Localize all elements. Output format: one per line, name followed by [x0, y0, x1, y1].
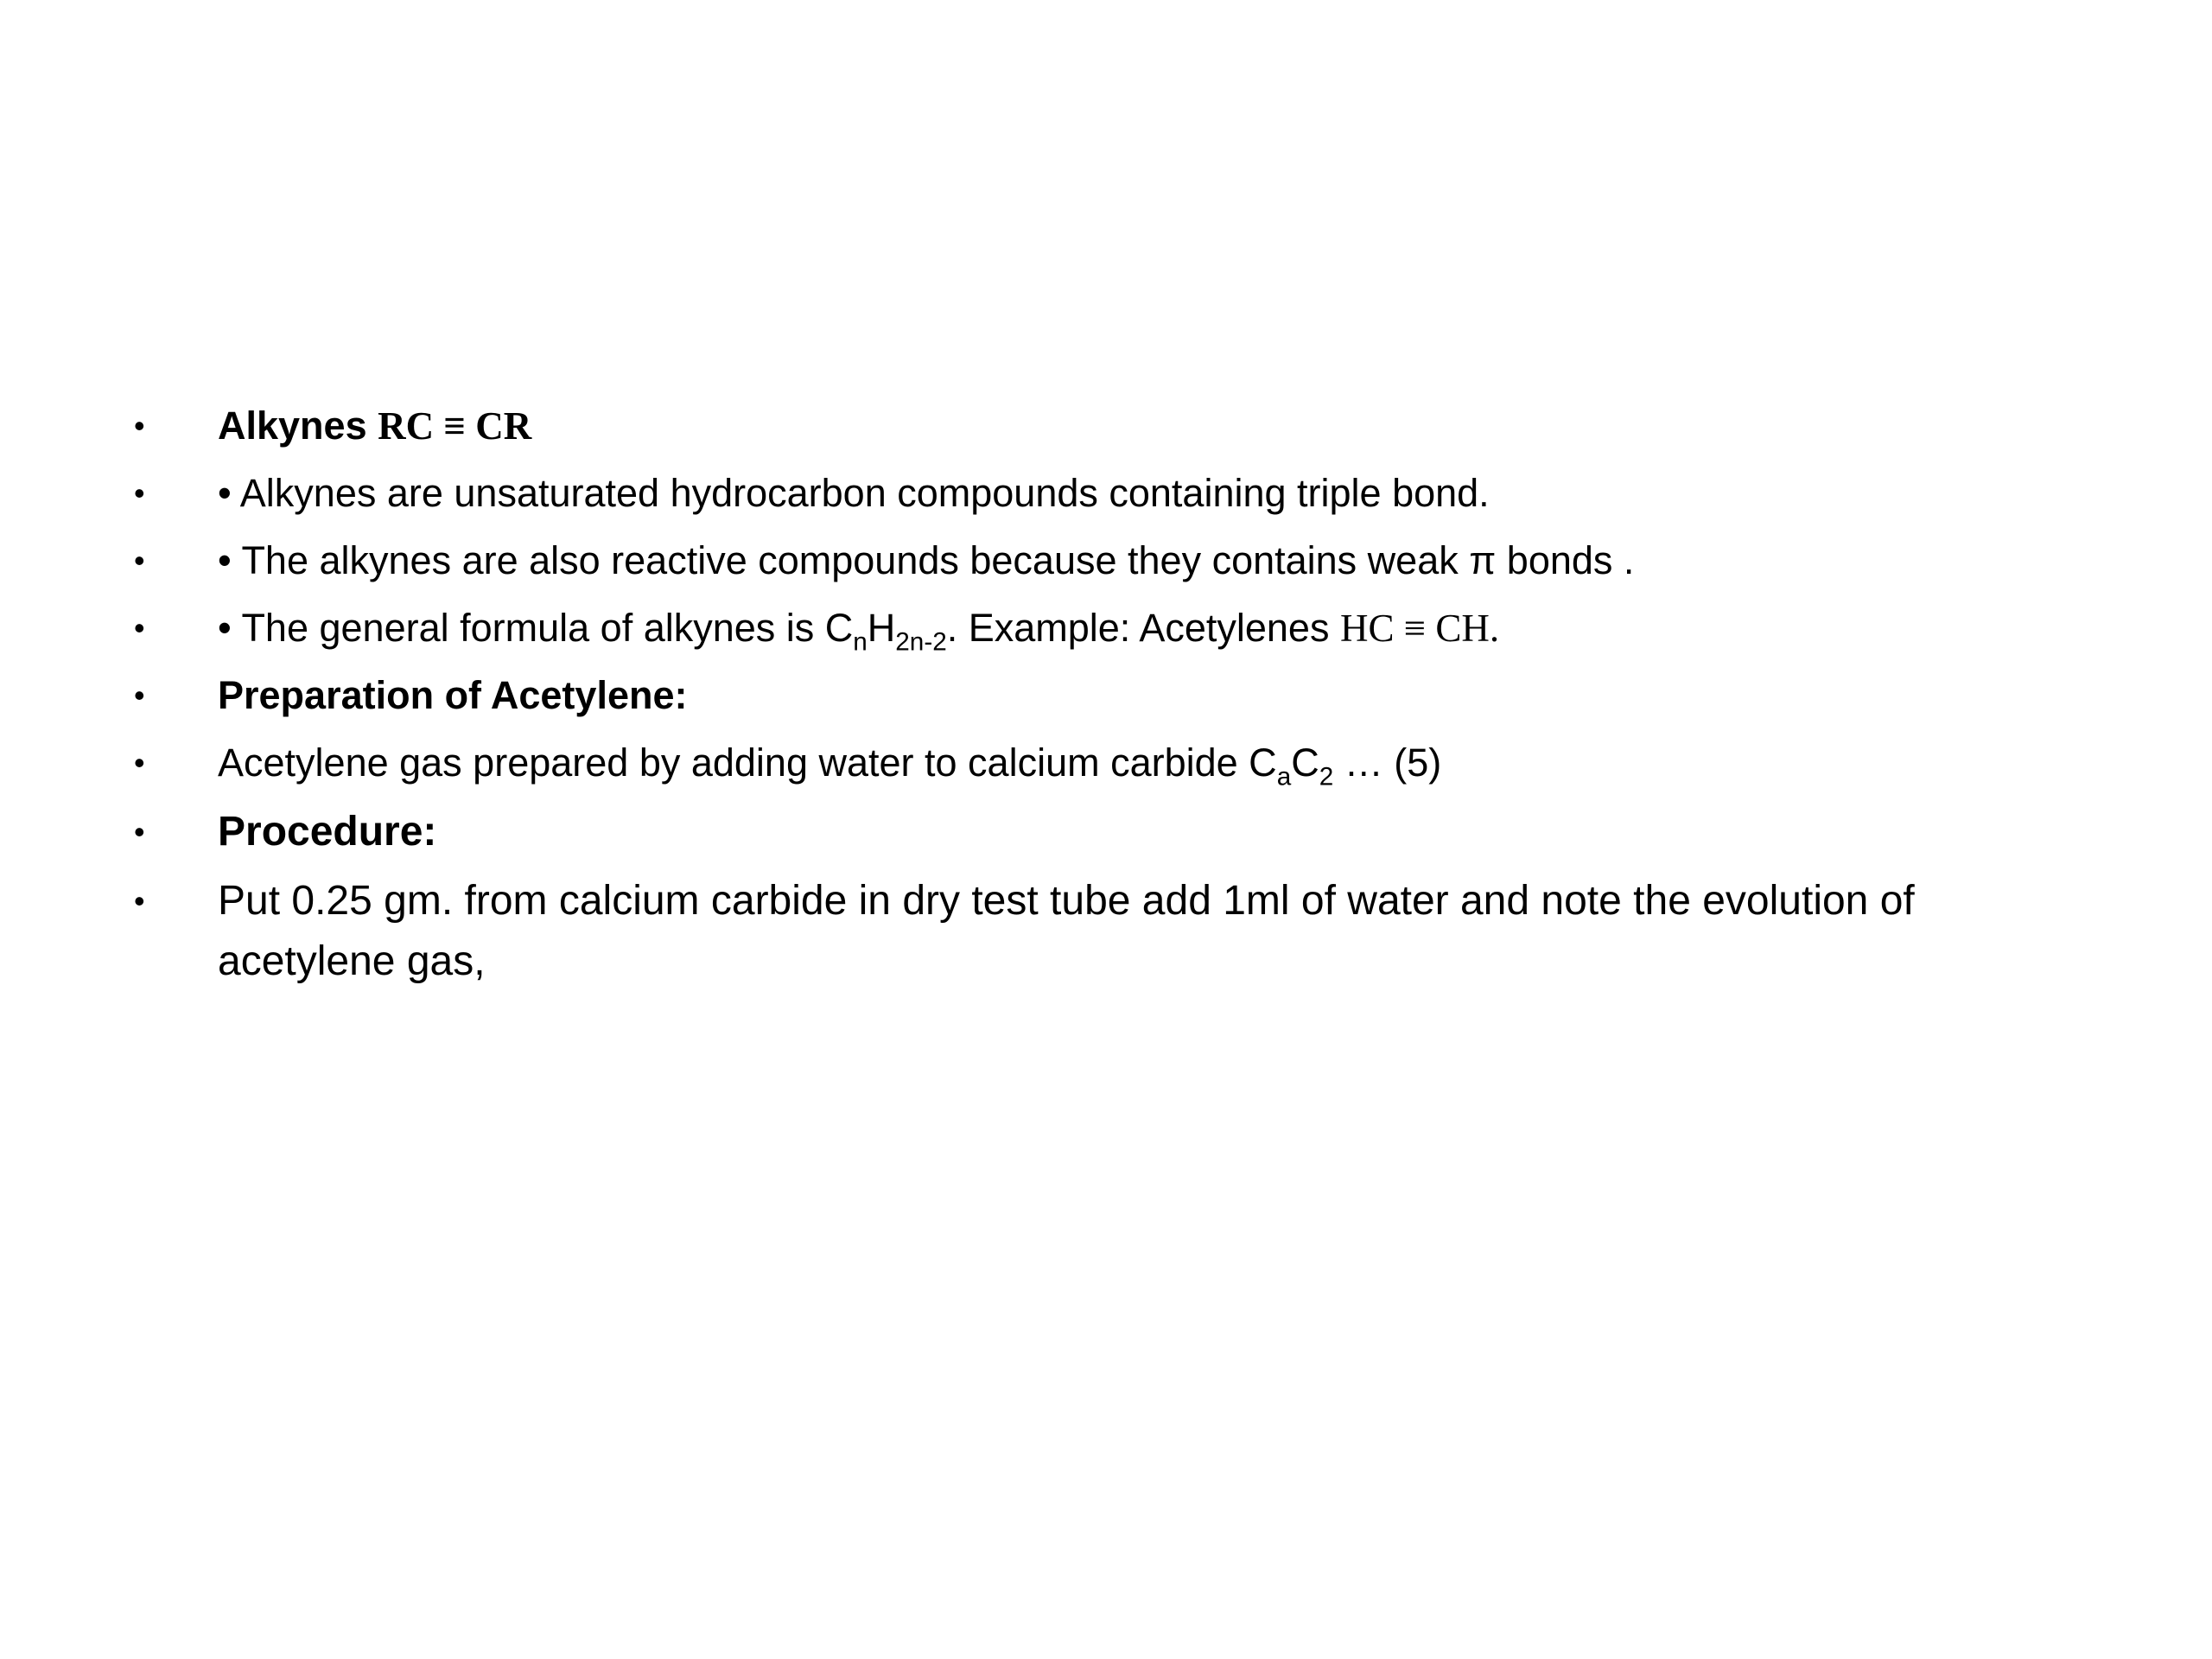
- list-item-alkynes-heading: [0, 396, 2075, 456]
- bullet-marker: •: [134, 677, 145, 713]
- bullet-marker: •: [134, 883, 145, 918]
- list-item-preparation-heading: [0, 665, 2075, 726]
- bullet-marker: •: [134, 543, 145, 578]
- definition-text: • Alkynes are unsaturated hydrocarbon compounds containing triple bond.: [218, 471, 1490, 515]
- list-item-general-formula: [0, 598, 2075, 658]
- procedure-heading: Procedure:: [218, 809, 437, 855]
- list-item-reactivity: [0, 531, 2075, 591]
- subscript-n: n: [853, 627, 868, 657]
- procedure-text: Put 0.25 gm. from calcium carbide in dry test tube add 1ml of water and note the evolution of acetylene gas,: [218, 878, 1915, 984]
- preparation-heading: Preparation of Acetylene:: [218, 673, 688, 717]
- hydrogen-symbol: H: [867, 606, 896, 650]
- bullet-list: [0, 396, 2212, 1001]
- list-item-procedure-text: [0, 871, 2075, 992]
- bullet-marker: •: [134, 408, 145, 443]
- subscript-2n-2: 2n-2: [895, 627, 947, 657]
- general-formula-prefix: • The general formula of alkynes is C: [218, 606, 854, 650]
- bullet-marker: •: [134, 475, 145, 511]
- preparation-prefix: Acetylene gas prepared by adding water to calcium carbide C: [218, 741, 1277, 785]
- preparation-suffix: … (5): [1333, 741, 1442, 785]
- acetylene-formula: HC ≡ CH.: [1339, 607, 1500, 650]
- list-item-definition: [0, 463, 2075, 524]
- subscript-a: a: [1276, 762, 1292, 791]
- alkynes-heading-word: Alkynes: [218, 404, 378, 448]
- list-item-procedure-heading: [0, 802, 2075, 862]
- alkyne-general-formula: RC ≡ CR: [378, 404, 532, 448]
- reactivity-text: • The alkynes are also reactive compounds because they contains weak π bonds .: [218, 538, 1635, 582]
- example-label: . Example: Acetylenes: [946, 606, 1340, 650]
- list-item-preparation-text: [0, 733, 2075, 793]
- carbon-symbol: C: [1291, 741, 1319, 785]
- bullet-marker: •: [134, 745, 145, 780]
- subscript-2: 2: [1319, 762, 1334, 791]
- bullet-marker: •: [134, 814, 145, 849]
- bullet-marker: •: [134, 610, 145, 645]
